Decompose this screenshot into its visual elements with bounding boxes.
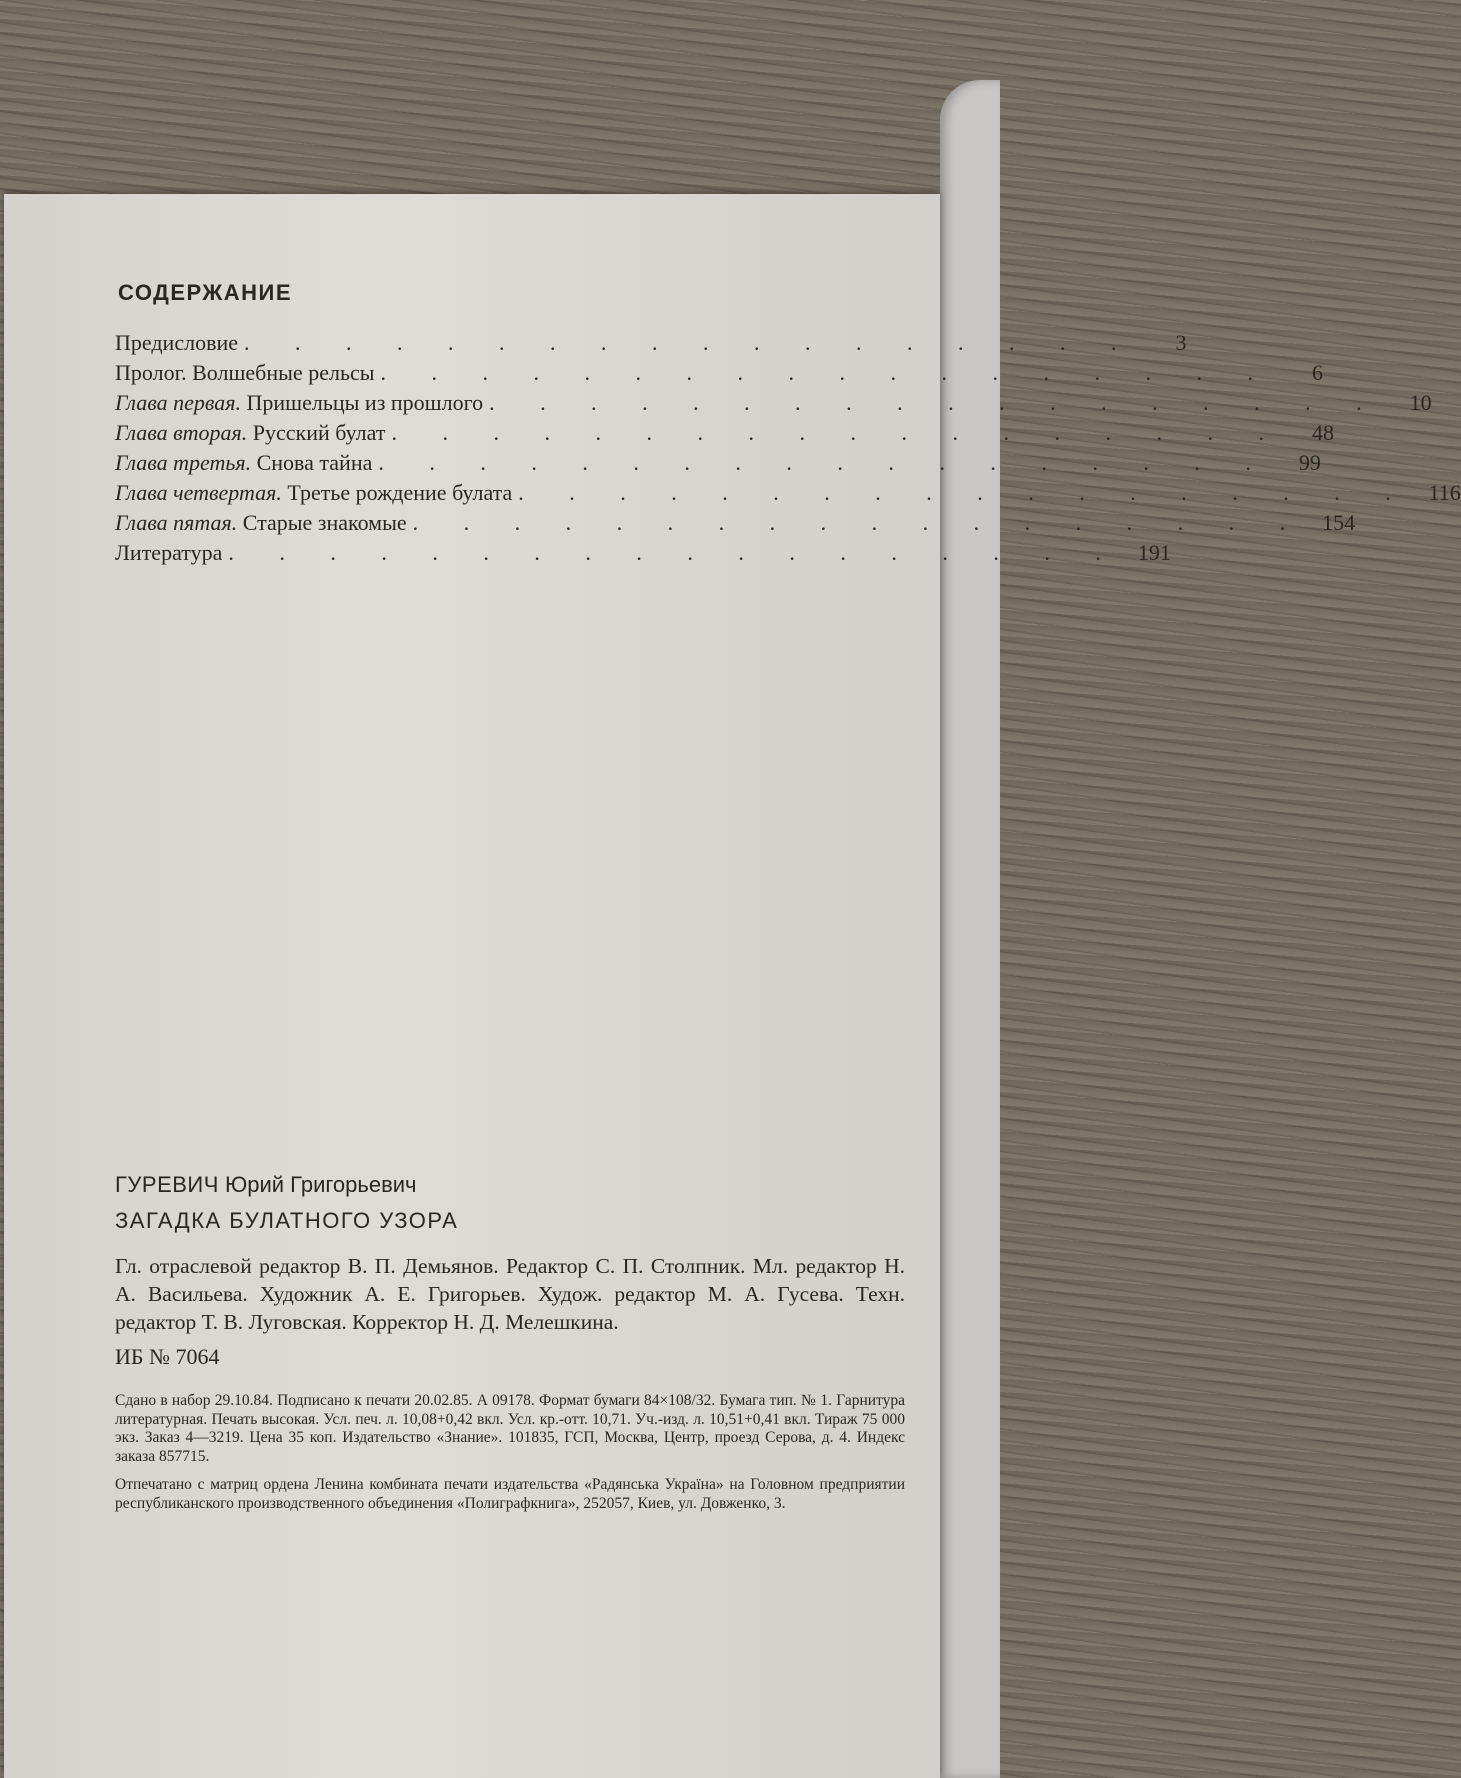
book-title: ЗАГАДКА БУЛАТНОГО УЗОРА [115, 1208, 459, 1233]
toc-page-number: 116 [1428, 480, 1461, 505]
author-line [115, 1172, 905, 1198]
toc-entry-text: Снова тайна [256, 450, 373, 475]
chapter-label: Глава вторая. [115, 420, 248, 445]
toc-entry [115, 450, 1321, 480]
toc-page-number: 10 [1409, 390, 1432, 415]
dot-leader: . . . . . . . . . . . . . . . . . . [412, 510, 1306, 535]
print-details: Сдано в набор 29.10.84. Подписано к печати 20.02.85. А 09178. Формат бумаги 84×108/32. Бумага тип. № 1. Гарнитура литературная. Печать высокая. Усл. печ. л. 10,08+0,42 вкл. Усл. кр.-отт. 10,71. Уч.-изд. л. 10,51+0,41 вкл. Тираж 75 000 экз. Заказ 4—3219. Цена 35 коп. Издательство «Знание». 101835, ГСП, Москва, Центр, проезд Серова, д. 4. Индекс заказа 857715. [115, 1392, 905, 1465]
dot-leader: . . . . . . . . . . . . . . . . . . [378, 450, 1271, 475]
toc-page-number: 191 [1137, 540, 1171, 565]
author-name: Юрий Григорьевич [225, 1172, 417, 1197]
toc-page-number: 154 [1322, 510, 1356, 535]
toc-entry [115, 330, 1187, 360]
toc-entry [115, 510, 1356, 540]
dot-leader: . . . . . . . . . . . . . . . . . . [228, 540, 1121, 565]
chapter-label: Глава первая. [115, 390, 241, 415]
editorial-credits: Гл. отраслевой редактор В. П. Демьянов. Редактор С. П. Столпник. Мл. редактор Н. А. Васильева. Художник А. Е. Григорьев. Худож. редактор М. А. Гусева. Техн. редактор Т. В. Луговская. Корректор Н. Д. Мелешкина. [115, 1254, 905, 1334]
toc-entry-text: Старые знакомые [242, 510, 407, 535]
toc-entry [115, 540, 1171, 570]
toc-entry [115, 390, 1432, 420]
toc-entry-text: Русский булат [252, 420, 386, 445]
toc-page-number: 99 [1298, 450, 1321, 475]
toc-entry-text: Литература [115, 540, 223, 565]
dot-leader: . . . . . . . . . . . . . . . . . . [518, 480, 1411, 505]
toc-page-number: 3 [1175, 330, 1187, 355]
author-surname: ГУРЕВИЧ [115, 1172, 219, 1197]
toc-page-number: 48 [1311, 420, 1334, 445]
toc-entry [115, 360, 1324, 390]
toc-entry-text: Пришельцы из прошлого [246, 390, 484, 415]
chapter-label: Глава третья. [115, 450, 252, 475]
toc-entry-text: Третье рождение булата [287, 480, 513, 505]
chapter-label: Глава пятая. [115, 510, 238, 535]
printer-info: Отпечатано с матриц ордена Ленина комбината печати издательства «Радянська Україна» на Головном предприятии республиканского производственного объединения «Полиграфкнига», 252057, Киев, ул. Довженко, 3. [115, 1476, 905, 1512]
dot-leader: . . . . . . . . . . . . . . . . . . [380, 360, 1274, 385]
table-of-contents [115, 330, 1461, 570]
toc-entry [115, 420, 1334, 450]
toc-title: СОДЕРЖАНИЕ [118, 280, 293, 305]
toc-entry-text: Предисловие [115, 330, 238, 355]
dot-leader: . . . . . . . . . . . . . . . . . . [244, 330, 1137, 355]
toc-entry-text: Пролог. Волшебные рельсы [115, 360, 375, 385]
toc-page-number: 6 [1312, 360, 1324, 385]
dot-leader: . . . . . . . . . . . . . . . . . . [489, 390, 1382, 415]
chapter-label: Глава четвертая. [115, 480, 282, 505]
dot-leader: . . . . . . . . . . . . . . . . . . [391, 420, 1284, 445]
toc-entry [115, 480, 1461, 510]
imprint-block [115, 1172, 905, 1523]
ib-number: ИБ № 7064 [115, 1344, 220, 1369]
